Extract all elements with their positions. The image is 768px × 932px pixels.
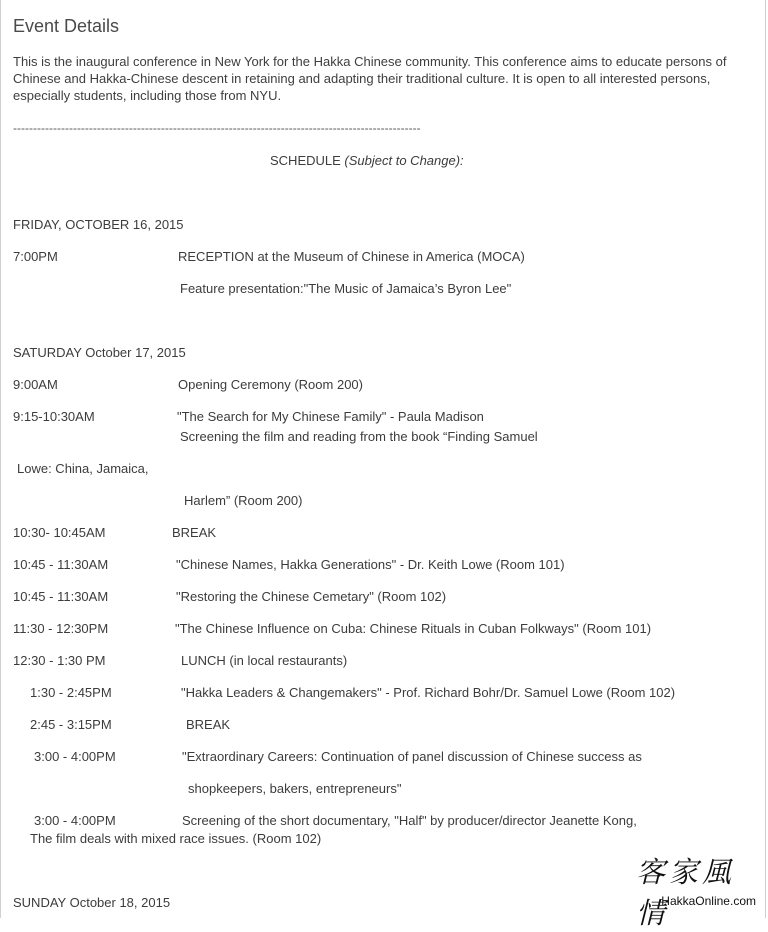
schedule-item: "Chinese Names, Hakka Generations" - Dr. Keith Lowe (Room 101) — [176, 557, 565, 572]
schedule-time: 3:00 - 4:00PM — [34, 749, 116, 764]
schedule-time: 10:30- 10:45AM — [13, 525, 106, 540]
saturday-heading: SATURDAY October 17, 2015 — [13, 345, 186, 360]
schedule-item: BREAK — [186, 717, 231, 732]
logo-english-text: HakkaOnline.com — [661, 894, 756, 908]
schedule-item: shopkeepers, bakers, entrepreneurs" — [188, 781, 402, 796]
schedule-item: "The Search for My Chinese Family" - Paula Madison — [177, 409, 484, 424]
schedule-item: Harlem” (Room 200) — [184, 493, 303, 508]
sunday-heading: SUNDAY October 18, 2015 — [13, 895, 171, 910]
schedule-item: Feature presentation:"The Music of Jamaica’s Byron Lee" — [180, 281, 512, 296]
schedule-time: 1:30 - 2:45PM — [30, 685, 112, 700]
schedule-item: "Extraordinary Careers: Continuation of panel discussion of Chinese success as — [182, 749, 642, 764]
schedule-item: BREAK — [172, 525, 217, 540]
schedule-heading: SCHEDULE (Subject to Change): — [270, 153, 464, 168]
schedule-item: LUNCH (in local restaurants) — [181, 653, 348, 668]
friday-heading: FRIDAY, OCTOBER 16, 2015 — [13, 217, 184, 232]
schedule-time: 9:15-10:30AM — [13, 409, 95, 424]
schedule-time: 12:30 - 1:30 PM — [13, 653, 106, 668]
schedule-note: (Subject to Change): — [344, 153, 464, 168]
intro-paragraph: This is the inaugural conference in New York for the Hakka Chinese community. This conference aims to educate persons of Chinese and Hakka-Chinese descent in retaining and adapting their traditional culture. It is open to all interested persons, especially students, including those from NYU. — [13, 54, 727, 103]
logo-chinese-text: 客家風情 — [636, 855, 736, 930]
schedule-time: 3:00 - 4:00PM — [34, 813, 116, 828]
schedule-time: 7:00PM — [13, 249, 58, 264]
hakkaonline-logo — [636, 850, 762, 930]
schedule-item: "Hakka Leaders & Changemakers" - Prof. Richard Bohr/Dr. Samuel Lowe (Room 102) — [181, 685, 676, 700]
separator-line: ------------------------------------------------------------------------------------------------------ — [13, 121, 421, 135]
schedule-time: 10:45 - 11:30AM — [13, 589, 109, 604]
schedule-time: 2:45 - 3:15PM — [30, 717, 112, 732]
schedule-time: 9:00AM — [13, 377, 58, 392]
schedule-item: The film deals with mixed race issues. (Room 102) — [30, 831, 322, 846]
schedule-time: 11:30 - 12:30PM — [13, 621, 109, 636]
schedule-time: 10:45 - 11:30AM — [13, 557, 109, 572]
schedule-item: Opening Ceremony (Room 200) — [178, 377, 363, 392]
page-title: Event Details — [13, 16, 120, 36]
schedule-item: Lowe: China, Jamaica, — [17, 461, 149, 476]
schedule-item: Screening the film and reading from the book “Finding Samuel — [180, 429, 538, 444]
schedule-item: Screening of the short documentary, "Half" by producer/director Jeanette Kong, — [182, 813, 637, 828]
schedule-item: "The Chinese Influence on Cuba: Chinese Rituals in Cuban Folkways" (Room 101) — [175, 621, 652, 636]
schedule-item: "Restoring the Chinese Cemetary" (Room 102) — [176, 589, 447, 604]
schedule-item: RECEPTION at the Museum of Chinese in America (MOCA) — [178, 249, 525, 264]
